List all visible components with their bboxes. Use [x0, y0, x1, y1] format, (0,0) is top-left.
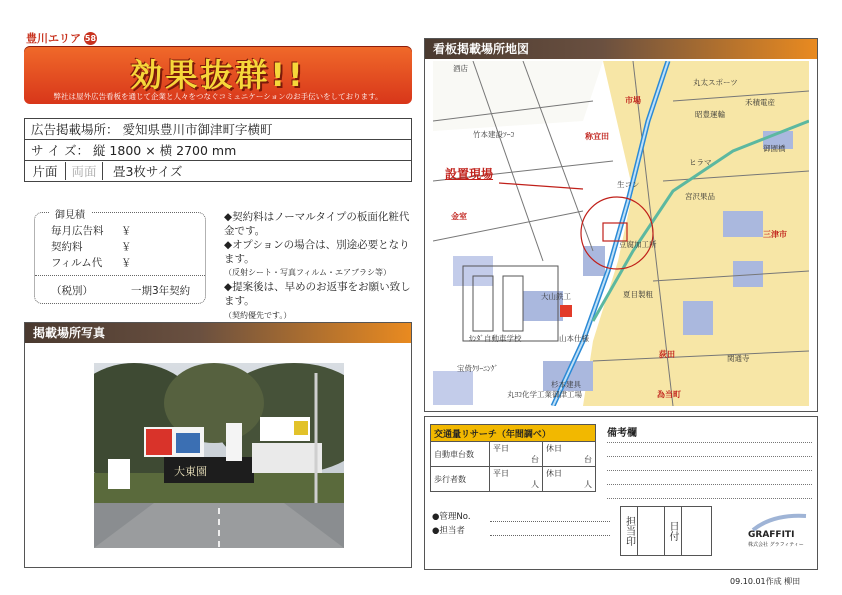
install-site-label: 設置現場: [445, 167, 494, 181]
map-label: 市場: [625, 96, 641, 105]
map-label: 山本仕様: [559, 334, 589, 343]
headline-banner: [24, 46, 412, 104]
location-label: 広告掲載場所：: [31, 122, 119, 137]
area-number: 58: [84, 33, 97, 43]
traffic-table: [430, 424, 596, 492]
map-label: 金室: [451, 212, 467, 221]
area-tag: [26, 30, 97, 46]
side-row: [25, 161, 412, 182]
map-label: 関通寺: [727, 354, 750, 363]
stamp-person-label: 担当印: [621, 507, 638, 555]
traffic-walk-row: 歩行者数 平日 人 休日 人: [431, 467, 596, 492]
map-label: 大山鉄工: [541, 292, 571, 301]
map-label: 宝倚ｸﾘｰﾆﾝｸﾞ: [457, 364, 499, 373]
map-section-title: 看板掲載場所地図: [425, 39, 817, 59]
side-double: 両面: [66, 162, 103, 180]
stamp-date-label: 日付: [665, 507, 682, 555]
note-3-sub: （契約優先です。）: [224, 311, 292, 320]
map-label: ヒラマ: [689, 158, 712, 167]
map-label: 夏目製粗: [623, 290, 653, 299]
ad-info-table: [24, 118, 412, 182]
svg-text:大東園: 大東園: [174, 465, 207, 478]
map-label: 宮沢果品: [685, 192, 715, 201]
photo-section: [24, 322, 412, 568]
traffic-car-row: 自動車台数 平日 台 休日 台: [431, 442, 596, 467]
notes: [224, 210, 414, 323]
stamp-person-field: [638, 507, 665, 555]
size-label: サ イ ズ：: [31, 143, 89, 158]
management-no: ●管理No.: [432, 512, 471, 522]
map-label: 生コン: [617, 180, 640, 189]
estimate-box: [34, 212, 206, 304]
site-map: [433, 61, 809, 406]
location-row: [25, 119, 412, 140]
site-photo: [94, 363, 344, 548]
map-label: 荻田: [659, 350, 675, 359]
map-label: 酒店: [453, 64, 468, 73]
contract-term: 一期3年契約: [131, 285, 191, 297]
size-note: 畳3枚サイズ: [112, 164, 183, 179]
map-label: 昭豊運輸: [695, 110, 725, 119]
map-label: 竹本建設ｿｰｺ: [473, 130, 515, 139]
map-label: 丸ﾖｺ化学工業御津工場: [507, 390, 582, 399]
staff-line: [490, 535, 610, 536]
remarks-title: 備考欄: [607, 428, 637, 439]
logo-sub: 株式会社 グラフィティー: [748, 542, 804, 548]
location-value: 愛知県豊川市御津町字横町: [122, 122, 273, 137]
logo-text: GRAFFITI: [748, 530, 795, 540]
area-label: 豊川エリア: [26, 32, 81, 45]
estimate-heading: 御見積: [49, 206, 91, 221]
map-label: 称宜田: [585, 132, 609, 141]
remark-line: [607, 470, 812, 471]
tax-label: （税別）: [51, 285, 93, 297]
note-3: ◆提案後は、早めのお返事をお願い致します。: [224, 281, 411, 307]
management-line: [490, 521, 610, 522]
remark-line: [607, 498, 812, 499]
map-label: 杉本建具: [551, 380, 581, 389]
estimate-row: 契約料 ￥: [51, 241, 132, 253]
map-label: ｶﾝﾀﾞ自動車学校: [469, 334, 522, 343]
traffic-title: 交通量リサーチ（年間調べ）: [431, 425, 596, 442]
size-row: [25, 140, 412, 161]
map-label: 豆腐加工所: [619, 240, 657, 249]
note-2: ◆オプションの場合は、別途必要となります。: [224, 239, 410, 265]
banner-subtitle: 弊社は屋外広告看板を通じて企業と人々をつなぐコミュニケーションのお手伝いをしております。: [53, 92, 383, 101]
contract-term-row: [51, 283, 190, 298]
estimate-row: 毎月広告料 ￥: [51, 225, 132, 237]
stamp-box: [620, 506, 712, 556]
remark-line: [607, 442, 812, 443]
estimate-row: フィルム代 ￥: [51, 257, 132, 269]
stamp-date-field: [682, 507, 711, 555]
map-label: 三津市: [763, 230, 787, 239]
remark-line: [607, 456, 812, 457]
photo-section-title: 掲載場所写真: [25, 323, 411, 343]
graffiti-logo: [748, 512, 808, 548]
map-label: 禾積電産: [745, 98, 775, 107]
side-single: 片面: [25, 162, 66, 180]
staff-label: ●担当者: [432, 526, 465, 536]
created-note: 09.10.01作成 柳田: [730, 577, 801, 586]
note-1: ◆契約料はノーマルタイプの板面化粧代金です。: [224, 211, 410, 237]
remark-line: [607, 484, 812, 485]
map-label: 丸太スポーツ: [693, 78, 738, 87]
note-2-sub: （反射シート・写真フィルム・エアブラシ等）: [224, 268, 392, 277]
size-value: 縦 1800 × 横 2700 mm: [92, 143, 237, 158]
banner-title: 効果抜群!!: [130, 56, 306, 94]
map-label: 御園橋: [763, 144, 786, 153]
map-label: 為当町: [657, 390, 681, 399]
